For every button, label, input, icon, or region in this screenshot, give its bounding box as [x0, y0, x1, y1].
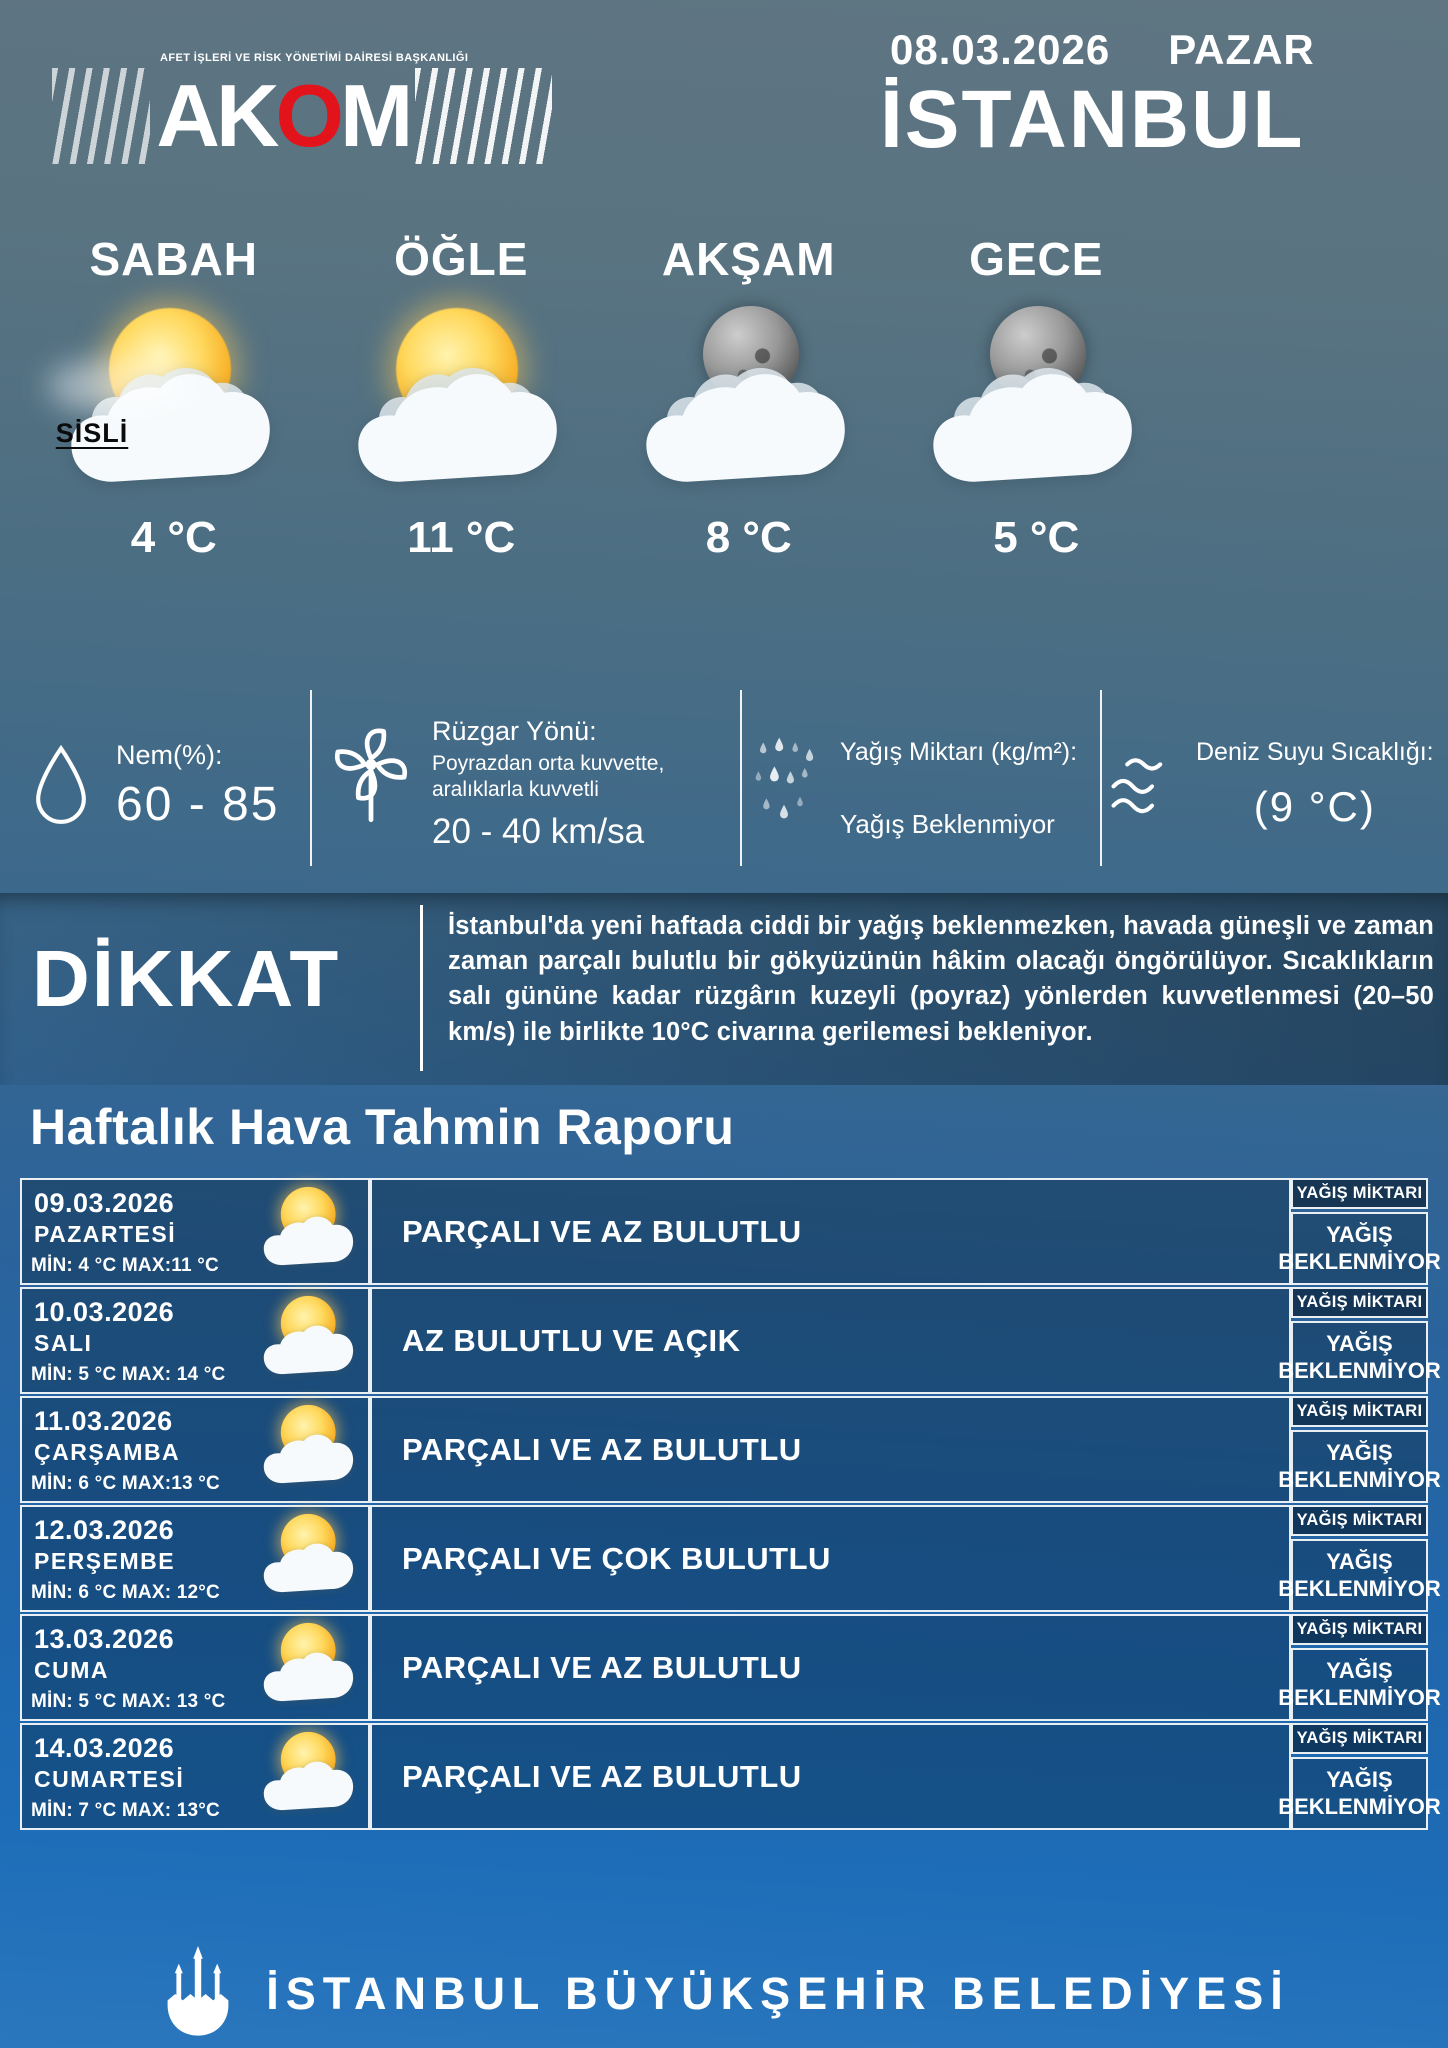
row-day: ÇARŞAMBA: [34, 1439, 181, 1465]
weekly-forecast-table: [20, 1178, 1441, 1830]
row-minmax: MİN: 4 °C MAX:11 °C: [31, 1255, 219, 1276]
warning-title: DİKKAT: [32, 934, 341, 1023]
row-minmax: MİN: 6 °C MAX:13 °C: [31, 1473, 220, 1494]
row-minmax: MİN: 5 °C MAX: 14 °C: [31, 1364, 226, 1385]
divider: [420, 905, 423, 1071]
warning-text: İstanbul'da yeni haftada ciddi bir yağış beklenmezken, havada güneşli ve zaman zaman parçalı bulutlu bir gökyüzünün hâkim olacağı öngörülüyor. Sıcaklıkların salı gününe kadar rüzgârın kuzeyli (poyraz) yönlerden kuvvetlenmesi (20–50 km/s) ile birlikte 10°C civarına gerilemesi bekleniyor.: [448, 912, 1434, 1046]
wind-value: 20 - 40 km/sa: [432, 811, 645, 851]
department-caption: AFET İŞLERİ VE RİSK YÖNETİMİ DAİRESİ BAŞKANLIĞI: [160, 52, 469, 64]
table-row: [20, 1287, 1441, 1394]
warning-section: [0, 893, 1448, 1085]
row-date: 09.03.2026: [34, 1188, 175, 1218]
row-day: CUMA: [34, 1657, 109, 1683]
pinwheel-icon: [330, 716, 412, 832]
table-row: [20, 1505, 1441, 1612]
period-gece: [893, 232, 1181, 563]
rain-amount-value: YAĞIŞ BEKLENMİYOR: [1291, 1648, 1428, 1721]
sun-cloud-icon: [256, 1186, 364, 1269]
precipitation-metric: [752, 728, 1077, 840]
humidity-metric: [30, 740, 279, 832]
municipality-name: İSTANBUL BÜYÜKŞEHİR BELEDİYESİ: [266, 1968, 1290, 2019]
row-date: 10.03.2026: [34, 1297, 175, 1327]
rain-amount-header: YAĞIŞ MİKTARI: [1291, 1178, 1428, 1209]
cloud-icon: [916, 354, 1156, 491]
wind-description: Poyrazdan orta kuvvette, aralıklarla kuvvetli: [432, 752, 665, 802]
row-condition: AZ BULUTLU VE AÇIK: [370, 1287, 1291, 1394]
sun-cloud-icon: [256, 1295, 364, 1378]
metrics-strip: [0, 688, 1448, 878]
akom-logo-text: [150, 65, 415, 165]
period-aksam: [605, 232, 893, 563]
rain-amount-value: YAĞIŞ BEKLENMİYOR: [1291, 1321, 1428, 1394]
header-right: [880, 26, 1390, 165]
rain-amount-header: YAĞIŞ MİKTARI: [1291, 1723, 1428, 1754]
table-row: [20, 1723, 1441, 1830]
table-row: [20, 1396, 1441, 1503]
moon-cloud-icon: [629, 306, 869, 491]
row-minmax: MİN: 5 °C MAX: 13 °C: [31, 1691, 226, 1712]
period-label: AKŞAM: [661, 233, 836, 285]
rain-amount-value: YAĞIŞ BEKLENMİYOR: [1291, 1212, 1428, 1285]
row-minmax: MİN: 7 °C MAX: 13°C: [31, 1800, 220, 1821]
row-date: 14.03.2026: [34, 1733, 175, 1763]
sun-cloud-icon: [341, 306, 581, 491]
humidity-value: 60 - 85: [116, 778, 280, 831]
row-day: SALI: [34, 1330, 93, 1356]
fog-note: SİSLİ: [55, 418, 129, 448]
precipitation-label: Yağış Miktarı (kg/m²):: [840, 738, 1078, 766]
rain-amount-value: YAĞIŞ BEKLENMİYOR: [1291, 1430, 1428, 1503]
rain-amount-header: YAĞIŞ MİKTARI: [1291, 1505, 1428, 1536]
sun-cloud-icon: [256, 1513, 364, 1596]
moon-cloud-icon: [916, 306, 1156, 491]
period-ogle: [318, 232, 606, 563]
sun-cloud-icon: [256, 1622, 364, 1705]
row-day: CUMARTESİ: [34, 1766, 185, 1792]
fog-icon: [48, 358, 198, 414]
waves-icon: [1108, 754, 1174, 816]
precipitation-value: Yağış Beklenmiyor: [840, 809, 1055, 839]
table-row: [20, 1178, 1441, 1285]
sea-temp-metric: [1108, 738, 1434, 831]
rain-amount-header: YAĞIŞ MİKTARI: [1291, 1614, 1428, 1645]
period-sabah: [30, 232, 318, 563]
akom-logo-m: M: [339, 65, 410, 165]
report-day: PAZAR: [1168, 26, 1315, 73]
water-drop-icon: [30, 742, 92, 830]
sea-temp-label: Deniz Suyu Sıcaklığı:: [1196, 738, 1434, 766]
period-label: SABAH: [89, 233, 259, 285]
cloud-icon: [629, 354, 869, 491]
rain-amount-header: YAĞIŞ MİKTARI: [1291, 1396, 1428, 1427]
rain-amount-value: YAĞIŞ BEKLENMİYOR: [1291, 1539, 1428, 1612]
wind-label: Rüzgar Yönü:: [432, 716, 597, 746]
sun-cloud-icon: [256, 1731, 364, 1814]
row-minmax: MİN: 6 °C MAX: 12°C: [31, 1582, 220, 1603]
period-label: ÖĞLE: [394, 233, 529, 285]
sun-fog-icon: [54, 306, 294, 491]
divider: [310, 690, 312, 866]
table-row: [20, 1614, 1441, 1721]
row-condition: PARÇALI VE AZ BULUTLU: [370, 1723, 1291, 1830]
raindrops-icon: [752, 728, 824, 840]
akom-logo-o: O: [275, 65, 340, 165]
divider: [1100, 690, 1102, 866]
row-condition: PARÇALI VE ÇOK BULUTLU: [370, 1505, 1291, 1612]
humidity-label: Nem(%):: [116, 740, 223, 770]
weekly-title: Haftalık Hava Tahmin Raporu: [30, 1099, 735, 1155]
period-temp: 8 °C: [705, 513, 792, 562]
row-condition: PARÇALI VE AZ BULUTLU: [370, 1614, 1291, 1721]
rain-amount-header: YAĞIŞ MİKTARI: [1291, 1287, 1428, 1318]
stripes-right-icon: [415, 68, 552, 164]
date-row: [890, 26, 1390, 74]
row-condition: PARÇALI VE AZ BULUTLU: [370, 1178, 1291, 1285]
akom-logo-block: [52, 52, 552, 164]
row-date: 12.03.2026: [34, 1515, 175, 1545]
akom-logo-ak: AK: [156, 65, 276, 165]
period-temp: 5 °C: [993, 513, 1080, 562]
sun-cloud-icon: [256, 1404, 364, 1487]
sea-temp-value: (9 °C): [1253, 783, 1376, 830]
row-day: PERŞEMBE: [34, 1548, 176, 1574]
akom-logo: [52, 65, 552, 165]
period-label: GECE: [969, 233, 1104, 285]
row-date: 13.03.2026: [34, 1624, 175, 1654]
day-periods: [30, 232, 1180, 563]
footer: [0, 1946, 1448, 2042]
row-day: PAZARTESİ: [34, 1221, 177, 1247]
row-date: 11.03.2026: [34, 1406, 173, 1436]
rain-amount-value: YAĞIŞ BEKLENMİYOR: [1291, 1757, 1428, 1830]
ibb-emblem-icon: [158, 1946, 238, 2042]
period-temp: 11 °C: [407, 513, 516, 562]
report-date: 08.03.2026: [890, 26, 1111, 73]
period-temp: 4 °C: [130, 513, 217, 562]
row-condition: PARÇALI VE AZ BULUTLU: [370, 1396, 1291, 1503]
divider: [740, 690, 742, 866]
cloud-icon: [341, 354, 581, 491]
city-title: İSTANBUL: [880, 74, 1305, 165]
stripes-left-icon: [52, 68, 150, 164]
wind-metric: [330, 716, 677, 852]
